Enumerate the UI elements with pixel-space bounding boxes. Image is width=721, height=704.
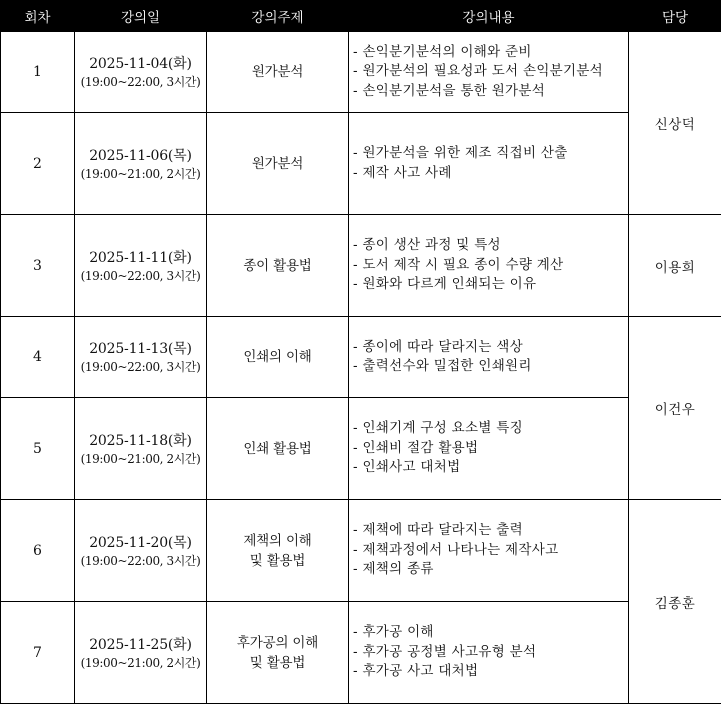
session-topic-line: 제책의 이해: [207, 531, 348, 551]
content-list: [349, 338, 628, 377]
content-list: [349, 521, 628, 580]
session-number: 5: [1, 398, 75, 500]
instructor-name: 이건우: [629, 317, 721, 500]
session-content-cell: [349, 500, 629, 602]
content-item: - 후가공 사고 대처법: [353, 662, 628, 682]
session-time: (19:00~21:00, 2시간): [75, 451, 206, 467]
header-row: [1, 1, 721, 32]
content-item: - 종이 생산 과정 및 특성: [353, 236, 628, 256]
session-date: 2025-11-20(목): [75, 533, 206, 553]
session-date-cell: [75, 317, 207, 398]
content-list: [349, 236, 628, 295]
header-date: 강의일: [75, 1, 207, 32]
session-topic-line: 후가공의 이해: [207, 633, 348, 653]
session-topic-cell: [207, 32, 349, 113]
session-time: (19:00~21:00, 2시간): [75, 655, 206, 671]
content-list: [349, 43, 628, 102]
table-row: [1, 317, 721, 398]
session-topic-cell: [207, 398, 349, 500]
content-item: - 후가공 이해: [353, 623, 628, 643]
content-item: - 원가분석을 위한 제조 직접비 산출: [353, 144, 628, 164]
session-time: (19:00~21:00, 2시간): [75, 166, 206, 182]
content-item: - 손익분기분석의 이해와 준비: [353, 43, 628, 63]
session-number: 3: [1, 215, 75, 317]
session-date: 2025-11-18(화): [75, 431, 206, 451]
content-list: [349, 419, 628, 478]
session-date-cell: [75, 113, 207, 215]
session-content-cell: [349, 317, 629, 398]
session-time: (19:00~22:00, 3시간): [75, 268, 206, 284]
content-item: - 도서 제작 시 필요 종이 수량 계산: [353, 256, 628, 276]
session-topic: 원가분석: [207, 154, 348, 174]
content-list: [349, 623, 628, 682]
content-item: - 제작 사고 사례: [353, 164, 628, 184]
session-number: 4: [1, 317, 75, 398]
header-session: 회차: [1, 1, 75, 32]
session-topic: 종이 활용법: [207, 256, 348, 276]
session-topic-line: 및 활용법: [207, 551, 348, 571]
header-content: 강의내용: [349, 1, 629, 32]
session-topic-line: 및 활용법: [207, 653, 348, 673]
session-number: 7: [1, 602, 75, 704]
session-time: (19:00~22:00, 3시간): [75, 359, 206, 375]
session-date-cell: [75, 32, 207, 113]
content-item: - 제책의 종류: [353, 560, 628, 580]
instructor-name: 이용희: [629, 215, 721, 317]
header-topic: 강의주제: [207, 1, 349, 32]
content-item: - 종이에 따라 달라지는 색상: [353, 338, 628, 358]
table-row: [1, 113, 721, 215]
session-topic: 인쇄의 이해: [207, 347, 348, 367]
instructor-name: 신상덕: [629, 32, 721, 215]
content-item: - 제책에 따라 달라지는 출력: [353, 521, 628, 541]
session-date-cell: [75, 500, 207, 602]
content-list: [349, 144, 628, 183]
session-date: 2025-11-04(화): [75, 54, 206, 74]
table-row: [1, 602, 721, 704]
table-body: [1, 32, 721, 704]
content-item: - 출력선수와 밀접한 인쇄원리: [353, 357, 628, 377]
session-date-cell: [75, 602, 207, 704]
table-row: [1, 500, 721, 602]
content-item: - 인쇄기계 구성 요소별 특징: [353, 419, 628, 439]
session-date: 2025-11-25(화): [75, 635, 206, 655]
session-date: 2025-11-06(목): [75, 146, 206, 166]
session-date-cell: [75, 398, 207, 500]
session-date-cell: [75, 215, 207, 317]
table-row: [1, 398, 721, 500]
table-row: [1, 32, 721, 113]
session-topic: 인쇄 활용법: [207, 439, 348, 459]
instructor-name: 김종훈: [629, 500, 721, 704]
content-item: - 인쇄비 절감 활용법: [353, 439, 628, 459]
session-topic-cell: [207, 602, 349, 704]
session-time: (19:00~22:00, 3시간): [75, 74, 206, 90]
header-instructor: 담당: [629, 1, 721, 32]
session-topic: 원가분석: [207, 62, 348, 82]
session-content-cell: [349, 602, 629, 704]
session-content-cell: [349, 398, 629, 500]
session-topic-cell: [207, 113, 349, 215]
session-topic-cell: [207, 317, 349, 398]
session-content-cell: [349, 113, 629, 215]
session-topic-cell: [207, 500, 349, 602]
content-item: - 제책과정에서 나타나는 제작사고: [353, 541, 628, 561]
session-number: 2: [1, 113, 75, 215]
session-content-cell: [349, 32, 629, 113]
content-item: - 후가공 공정별 사고유형 분석: [353, 643, 628, 663]
session-content-cell: [349, 215, 629, 317]
table-header: [1, 1, 721, 32]
table-row: [1, 215, 721, 317]
session-number: 1: [1, 32, 75, 113]
content-item: - 원가분석의 필요성과 도서 손익분기분석: [353, 62, 628, 82]
content-item: - 인쇄사고 대처법: [353, 458, 628, 478]
session-topic-cell: [207, 215, 349, 317]
session-date: 2025-11-11(화): [75, 248, 206, 268]
content-item: - 손익분기분석을 통한 원가분석: [353, 82, 628, 102]
session-time: (19:00~22:00, 3시간): [75, 553, 206, 569]
content-item: - 원화와 다르게 인쇄되는 이유: [353, 275, 628, 295]
session-number: 6: [1, 500, 75, 602]
session-date: 2025-11-13(목): [75, 339, 206, 359]
